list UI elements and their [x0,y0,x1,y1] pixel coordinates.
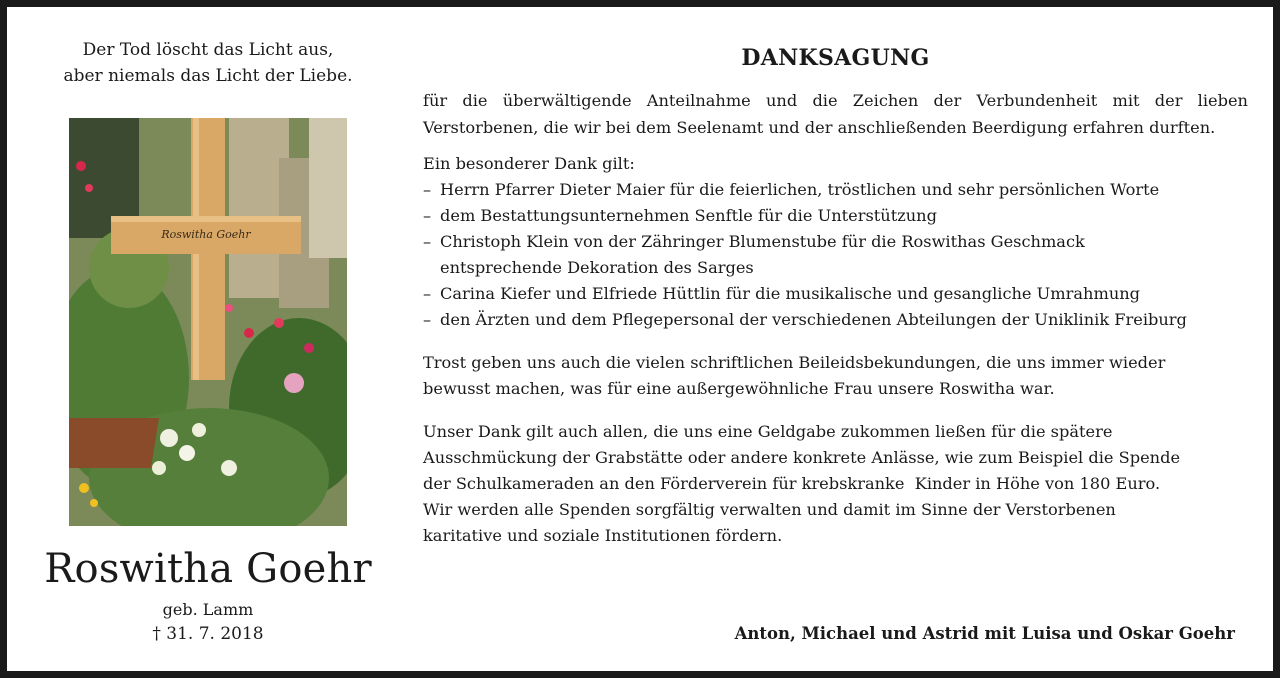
list-dash: – [423,310,432,329]
death-date: † 31. 7. 2018 [152,624,264,644]
list-dash: – [423,180,432,199]
donations-line-4: Wir werden alle Spenden sorgfältig verwalten und damit im Sinne der Verstorbenen [423,500,1116,519]
motto-line-1: Der Tod löscht das Licht aus, [82,40,334,60]
donations-line-5: karitative und soziale Institutionen fördern. [423,526,783,545]
list-item [423,203,1248,229]
list-item-text: Christoph Klein von der Zähringer Blumenstube für die Roswithas Geschmack [440,232,1085,251]
list-item-text-continued: entsprechende Dekoration des Sarges [440,258,754,277]
donations-line-3: der Schulkameraden an den Förderverein für krebskranke Kinder in Höhe von 180 Euro. [423,474,1161,493]
list-item [423,307,1248,333]
list-item [423,177,1248,203]
born-name: geb. Lamm [162,600,254,619]
list-item-text: dem Bestattungsunternehmen Senftle für die Unterstützung [440,206,937,225]
list-item-text: den Ärzten und dem Pflegepersonal der verschiedenen Abteilungen der Uniklinik Freiburg [440,310,1187,329]
comfort-line-1: Trost geben uns auch die vielen schriftlichen Beileidsbekundungen, die uns immer wieder [423,353,1166,372]
intro-line-2: Verstorbenen, die wir bei dem Seelenamt und der anschließenden Beerdigung erfahren durften. [423,118,1216,137]
list-dash: – [423,206,432,225]
comfort-line-2: bewusst machen, was für eine außergewöhnliche Frau unsere Roswitha war. [423,379,1055,398]
grave-cross-illustration [69,118,347,526]
signature: Anton, Michael und Astrid mit Luisa und Oskar Goehr [734,624,1235,643]
page-title: DANKSAGUNG [741,45,930,71]
intro-line-1: für die überwältigende Anteilnahme und die Zeichen der Verbundenheit mit der lieben [423,91,1248,110]
list-item-text: Herrn Pfarrer Dieter Maier für die feierlichen, tröstlichen und sehr persönlichen Worte [440,180,1160,199]
motto-line-2: aber niemals das Licht der Liebe. [63,66,353,86]
donations-line-2: Ausschmückung der Grabstätte oder andere konkrete Anlässe, wie zum Beispiel die Spende [423,448,1181,467]
deceased-name: Roswitha Goehr [44,546,372,592]
donations-line-1: Unser Dank gilt auch allen, die uns eine Geldgabe zukommen ließen für die spätere [423,422,1113,441]
grave-photo [69,118,347,526]
thanks-text [423,43,1248,549]
thanks-heading: Ein besonderer Dank gilt: [423,154,635,173]
list-dash: – [423,232,432,251]
list-item [423,281,1248,307]
list-item [423,229,1248,281]
cross-inscription: Roswitha Goehr [161,228,251,241]
list-dash: – [423,284,432,303]
thanks-list [423,177,1248,333]
list-item-text: Carina Kiefer und Elfriede Hüttlin für die musikalische und gesangliche Umrahmung [440,284,1141,303]
motto [27,37,389,89]
